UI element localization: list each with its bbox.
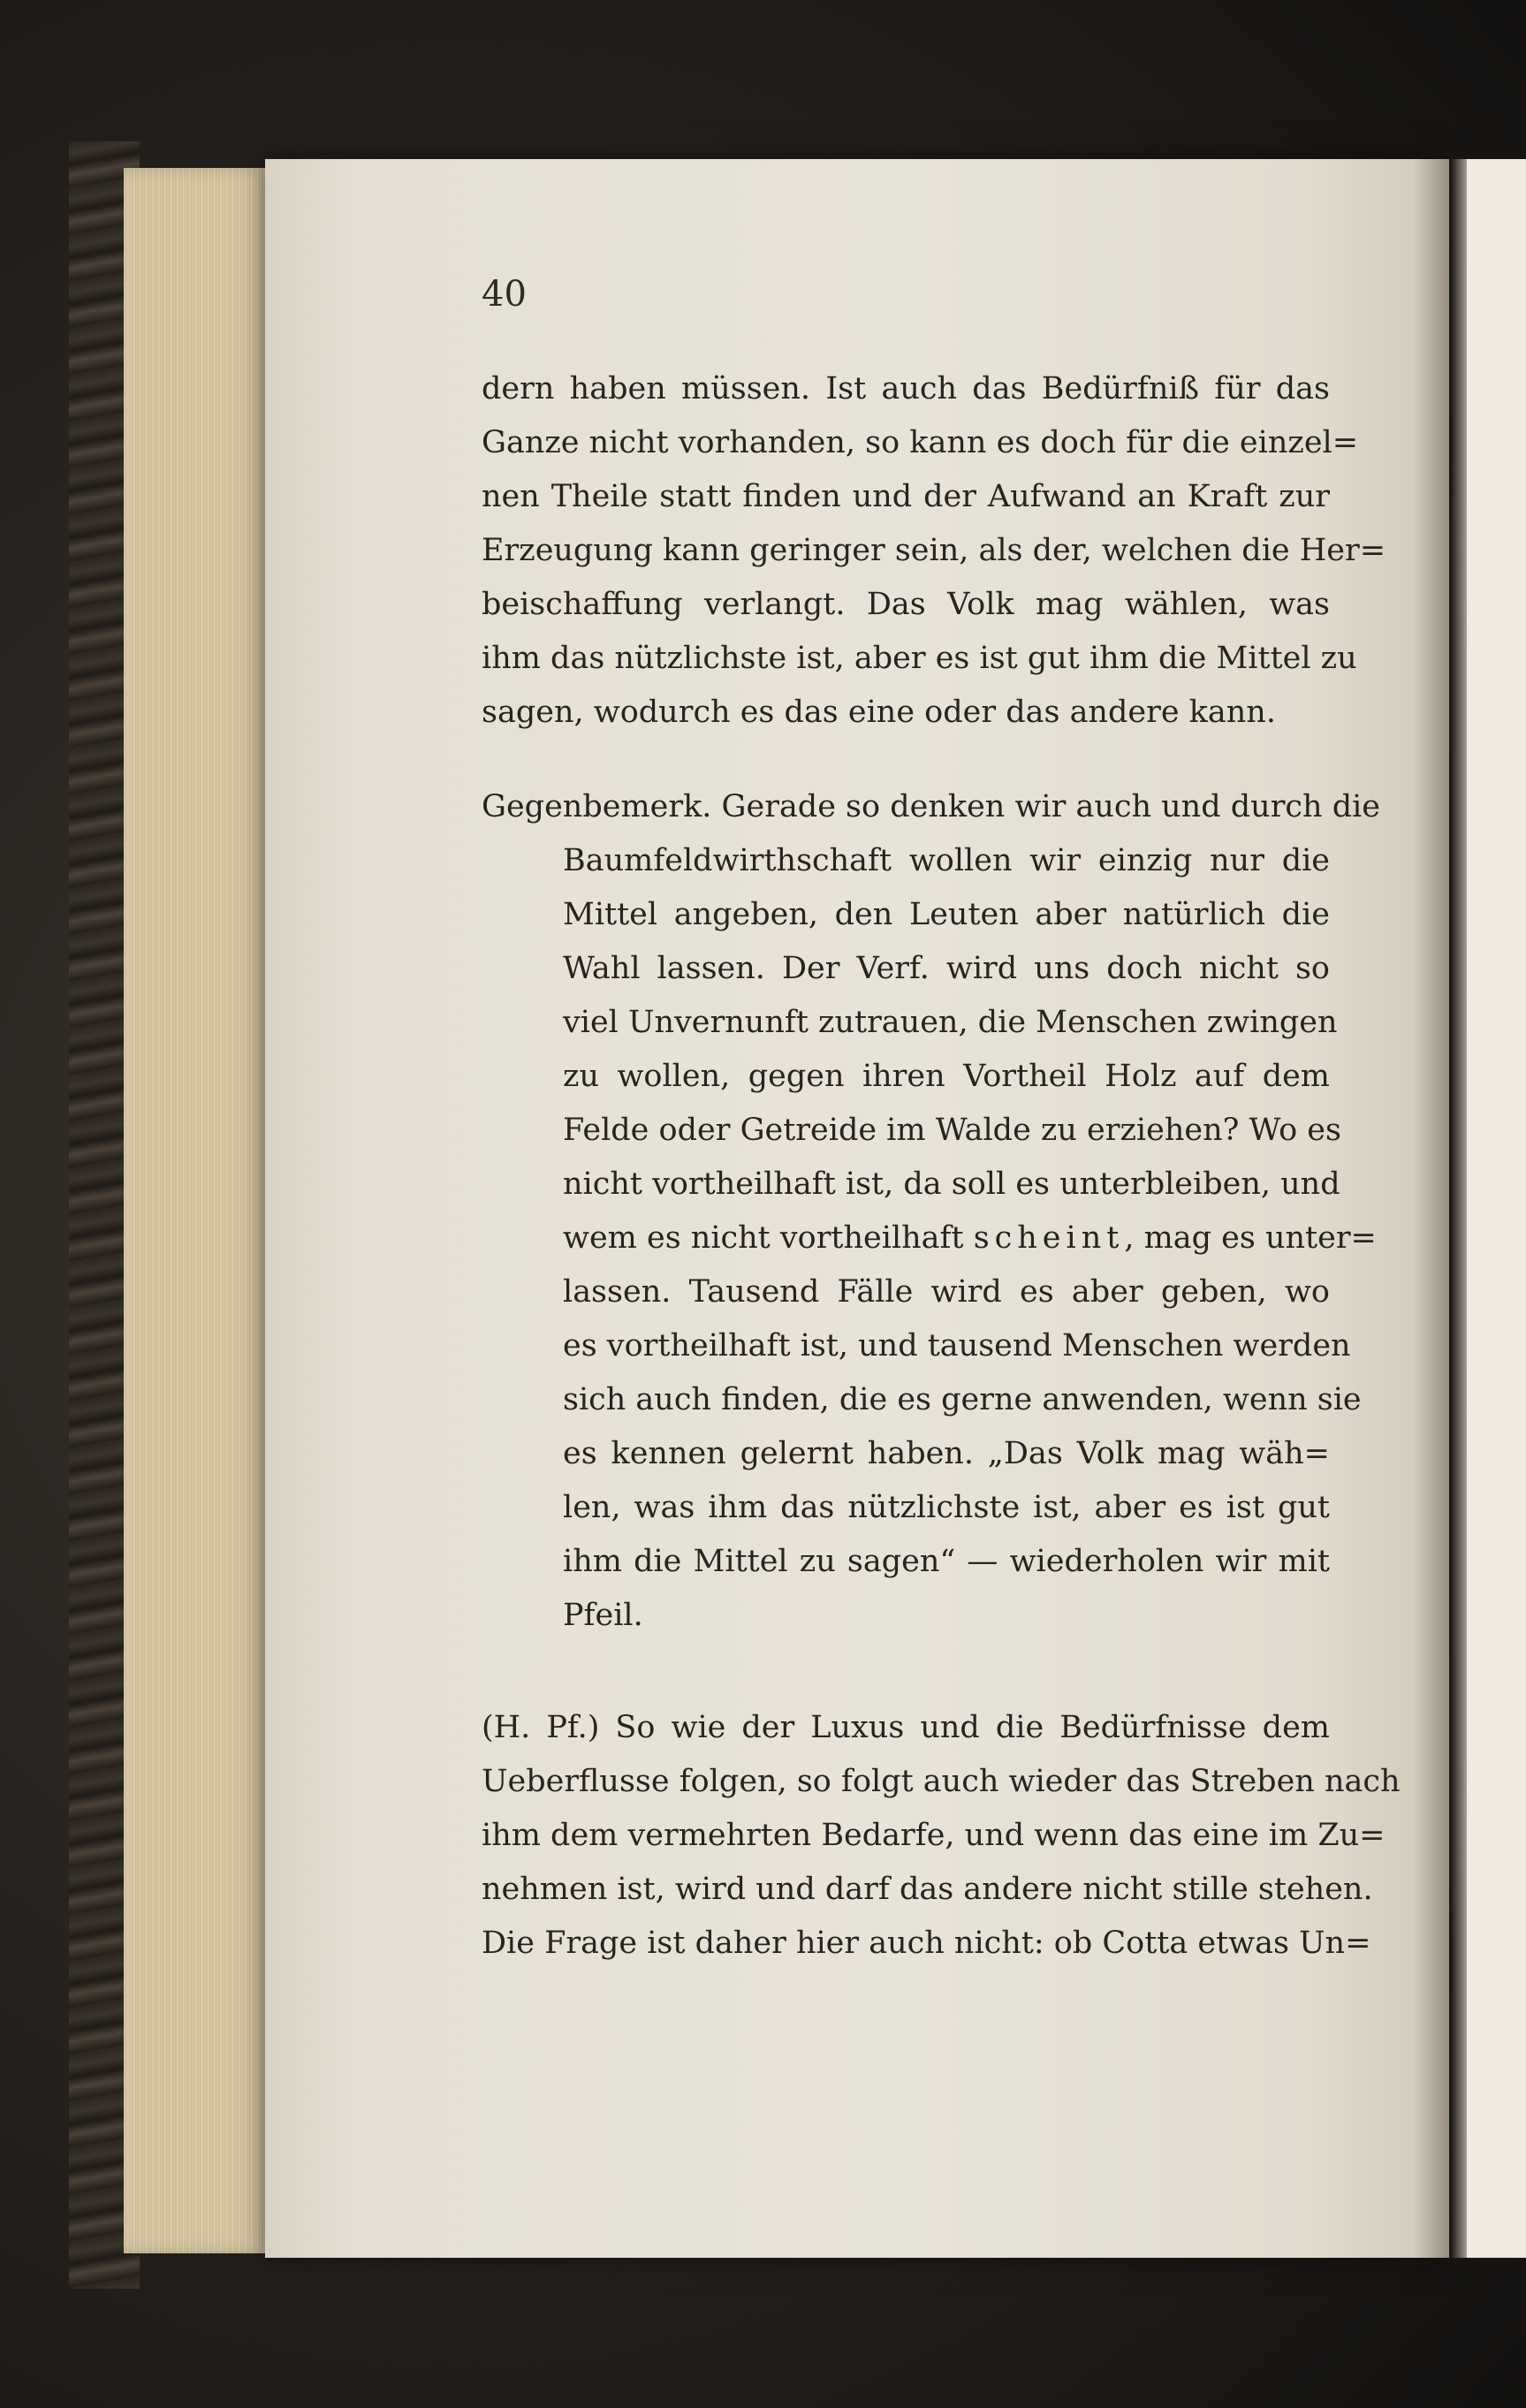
paragraph-3 bbox=[482, 1701, 1401, 1971]
text-line: Die Frage ist daher hier auch nicht: ob Cotta etwas Un= bbox=[482, 1926, 1371, 1961]
page-block-edges bbox=[124, 168, 274, 2253]
text-line: viel Unvernunft zutrauen, die Menschen zwingen bbox=[563, 1005, 1338, 1040]
text-line: es vortheilhaft ist, und tausend Menschen werden bbox=[563, 1328, 1351, 1364]
text-fragment: , mag es unter= bbox=[1124, 1220, 1377, 1256]
paragraph-2 bbox=[482, 780, 1381, 1643]
text-line: sich auch finden, die es gerne anwenden, wenn sie bbox=[563, 1382, 1362, 1417]
text-line: Wahl lassen. Der Verf. wird uns doch nicht so bbox=[563, 951, 1330, 986]
text-line: nehmen ist, wird und darf das andere nicht stille stehen. bbox=[482, 1872, 1373, 1907]
text-line: Baumfeldwirthschaft wollen wir einzig nur die bbox=[563, 843, 1330, 878]
text-line bbox=[482, 1212, 1377, 1265]
page-text bbox=[482, 362, 1401, 1971]
text-line: Pfeil. bbox=[563, 1598, 643, 1633]
text-line: Felde oder Getreide im Walde zu erziehen? Wo es bbox=[563, 1113, 1341, 1148]
text-fragment: wem es nicht vortheilhaft bbox=[563, 1220, 974, 1256]
text-line: ihm dem vermehrten Bedarfe, und wenn das eine im Zu= bbox=[482, 1818, 1386, 1853]
text-line: ihm die Mittel zu sagen“ — wiederholen wir mit bbox=[563, 1544, 1330, 1579]
emphasized-word: scheint bbox=[973, 1220, 1125, 1256]
text-line: Ueberflusse folgen, so folgt auch wieder das Streben nach bbox=[482, 1764, 1401, 1799]
text-line: es kennen gelernt haben. „Das Volk mag wäh= bbox=[563, 1436, 1330, 1471]
text-line: Gegenbemerk. Gerade so denken wir auch und durch die bbox=[482, 789, 1381, 824]
text-line: beischaffung verlangt. Das Volk mag wählen, was bbox=[482, 587, 1330, 622]
text-line: dern haben müssen. Ist auch das Bedürfniß für das bbox=[482, 371, 1330, 406]
paragraph-1 bbox=[482, 362, 1386, 740]
text-line: ihm das nützlichste ist, aber es ist gut ihm die Mittel zu bbox=[482, 641, 1357, 676]
text-line: len, was ihm das nützlichste ist, aber es ist gut bbox=[563, 1490, 1330, 1525]
text-line: nicht vortheilhaft ist, da soll es unterbleiben, und bbox=[563, 1166, 1340, 1202]
paragraph-gap bbox=[482, 1643, 1330, 1701]
text-line: sagen, wodurch es das eine oder das andere kann. bbox=[482, 695, 1276, 730]
text-line: zu wollen, gegen ihren Vortheil Holz auf dem bbox=[563, 1059, 1330, 1094]
text-line: Ganze nicht vorhanden, so kann es doch für die einzel= bbox=[482, 425, 1359, 460]
text-line: lassen. Tausend Fälle wird es aber geben, wo bbox=[563, 1274, 1330, 1310]
text-line: Erzeugung kann geringer sein, als der, welchen die Her= bbox=[482, 533, 1386, 568]
text-line: (H. Pf.) So wie der Luxus und die Bedürfnisse dem bbox=[482, 1710, 1330, 1745]
page-number: 40 bbox=[482, 274, 527, 315]
facing-page-edge bbox=[1467, 159, 1526, 2258]
text-line: nen Theile statt finden und der Aufwand an Kraft zur bbox=[482, 479, 1330, 514]
text-line: Mittel angeben, den Leuten aber natürlich die bbox=[563, 897, 1330, 932]
paragraph-gap bbox=[482, 740, 1330, 780]
